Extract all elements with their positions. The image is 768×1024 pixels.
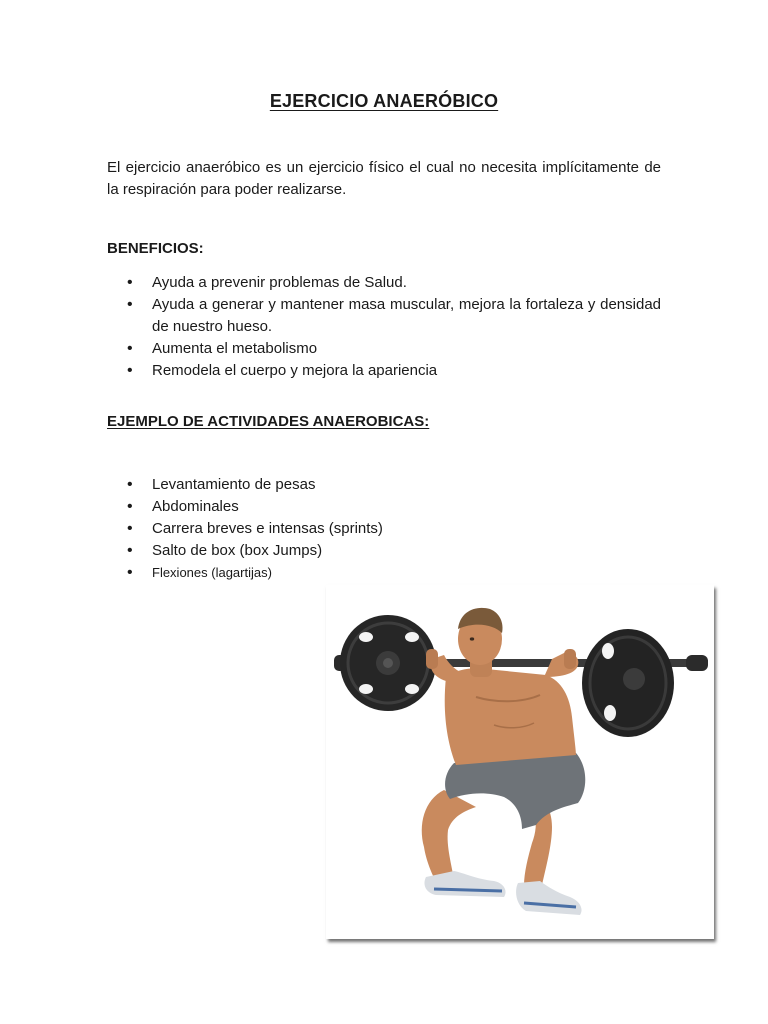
athlete-torso — [445, 668, 576, 765]
barbell-squat-icon — [326, 585, 714, 939]
barbell-squat-image — [326, 585, 714, 939]
examples-list — [107, 474, 661, 584]
athlete-shoes — [424, 871, 581, 915]
right-weight-plate — [582, 629, 674, 737]
left-weight-plate — [340, 615, 436, 711]
list-item: • Abdominales — [107, 496, 661, 518]
list-item: • Aumenta el metabolismo — [107, 338, 661, 360]
benefits-list — [107, 272, 661, 382]
list-item: • Levantamiento de pesas — [107, 474, 661, 496]
list-item: • Flexiones (lagartijas) — [107, 562, 661, 584]
athlete-shorts — [445, 753, 585, 829]
list-item: • Ayuda a generar y mantener masa muscular, mejora la fortaleza y densidad de nuestro hueso. — [107, 294, 661, 338]
benefits-heading: BENEFICIOS: — [107, 240, 204, 257]
examples-heading: EJEMPLO DE ACTIVIDADES ANAEROBICAS: — [107, 413, 430, 430]
page-title: EJERCICIO ANAERÓBICO — [269, 91, 499, 111]
list-item: • Carrera breves e intensas (sprints) — [107, 518, 661, 540]
list-item: • Ayuda a prevenir problemas de Salud. — [107, 272, 661, 294]
list-item: • Salto de box (box Jumps) — [107, 540, 661, 562]
list-item: • Remodela el cuerpo y mejora la apariencia — [107, 360, 661, 382]
intro-paragraph: El ejercicio anaeróbico es un ejercicio físico el cual no necesita implícitamente de la respiración para poder realizarse. — [107, 159, 661, 198]
